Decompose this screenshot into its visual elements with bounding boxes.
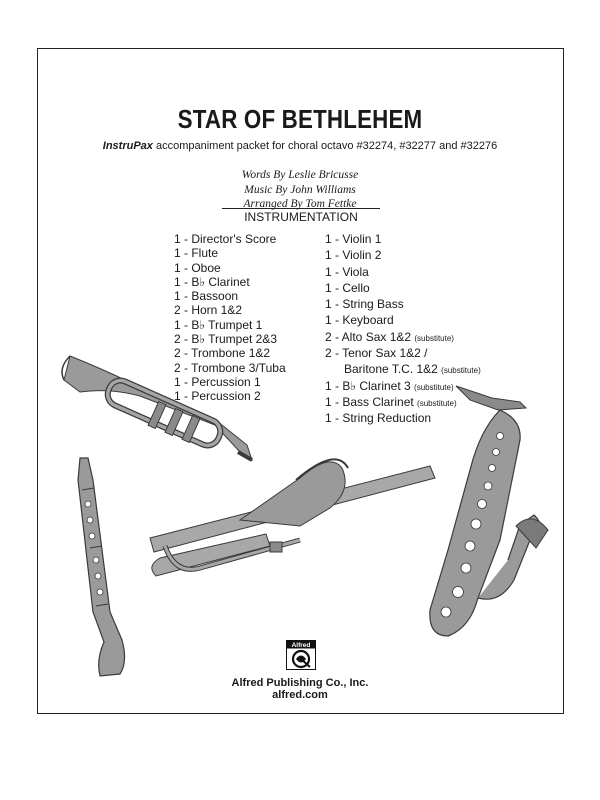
instrument-item: 1 - Percussion 2 (174, 389, 261, 404)
instrument-label: 1 - Violin 1 (325, 232, 382, 246)
instrument-item: 1 - B♭ Clarinet (174, 274, 250, 289)
instrument-label: 1 - Cello (325, 280, 370, 295)
alfred-logo-icon (286, 640, 316, 670)
saxophone-icon (430, 386, 548, 636)
instrument-item: 1 - Oboe (174, 260, 221, 275)
credit-music: Music By John Williams (244, 183, 356, 196)
instrument-label: 1 - String Reduction (325, 411, 432, 426)
subtitle-text: accompaniment packet for choral octavo #32274, #32277 and #32276 (152, 140, 498, 152)
trombone-icon (150, 459, 435, 576)
publisher-block (0, 677, 600, 701)
instrument-item: 1 - Percussion 1 (174, 374, 261, 389)
clarinet-icon (78, 458, 125, 676)
instrument-note: (substitute) (417, 398, 457, 408)
subtitle-brand: InstruPax (102, 140, 153, 152)
instrument-item: 1 - Bassoon (174, 289, 239, 304)
logo-text: Alfred (291, 642, 311, 649)
instrument-note: (substitute) (414, 333, 454, 343)
instrument-item: 2 - B♭ Trumpet 2&3 (174, 332, 278, 347)
instrument-label: 1 - Bass Clarinet (325, 394, 418, 409)
instrument-label: 1 - String Bass (325, 297, 404, 312)
instrument-item: 2 - Trombone 3/Tuba (174, 360, 286, 375)
publisher-url[interactable]: alfred.com (272, 689, 328, 701)
instrument-label: 1 - B♭ Clarinet 3 (325, 378, 415, 393)
score-title: STAR OF BETHLEHEM (177, 104, 423, 134)
trumpet-icon (62, 356, 252, 460)
instrument-item: 1 - B♭ Trumpet 1 (174, 317, 263, 332)
instrument-item: 2 - Trombone 1&2 (174, 346, 271, 361)
credit-words: Words By Leslie Bricusse (241, 169, 359, 181)
instrumentation-heading: INSTRUMENTATION (222, 208, 380, 224)
instrument-label: 2 - Alto Sax 1&2 (325, 329, 415, 344)
publisher-name: Alfred Publishing Co., Inc. (231, 677, 369, 689)
instrument-note: (substitute) (414, 382, 454, 392)
instrument-item: 1 - Director's Score (174, 232, 277, 246)
instrument-note: (substitute) (441, 366, 481, 376)
instrument-item: 2 - Horn 1&2 (174, 303, 243, 318)
instrument-label: 1 - Violin 2 (325, 248, 382, 263)
instrument-label: 1 - Keyboard (325, 313, 394, 328)
instrument-item: 1 - Flute (174, 246, 219, 261)
instrument-label: 1 - Viola (325, 264, 369, 279)
instrument-label: Baritone T.C. 1&2 (344, 362, 442, 377)
credit-arranger: Arranged By Tom Fettke (243, 198, 357, 210)
instrument-label: 2 - Tenor Sax 1&2 / (325, 346, 428, 361)
